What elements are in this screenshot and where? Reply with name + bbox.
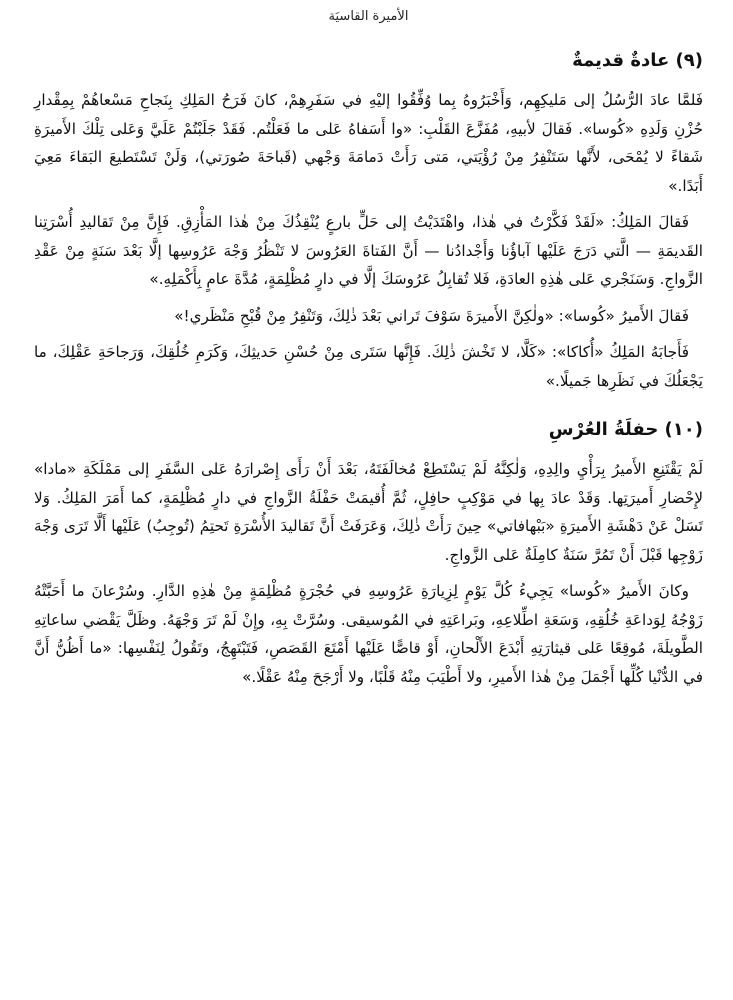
section-10: [34, 417, 703, 691]
running-header: الأميرة القاسيَة: [328, 9, 409, 24]
paragraph: فَلمَّا عادَ الرُّسُلُ إلى مَليكِهِم، وَأَخْبَرُوهُ بِما وُفِّقُوا إليْهِ في سَفَرِهِمْ، كانَ فَرَحُ المَلِكِ بِنَجاحِ مَسْعاهُمْ بِمِقْدارِ حُزْنِ وَلَدِهِ «كُوسا». فَقالَ لأبيهِ، مُفَزَّعَ القَلْبِ: «وا أَسَفاهُ عَلى ما فَعَلْتُم. فَقَدْ جَلَبْتُمْ عَلَيَّ وَعَلى تِلْكَ الأَميرَةِ شَقاءً لا يُمْحَى، لأَنَّها سَتَنْفِرُ مِنْ رُؤْيَتي، مَتى رَأَتْ دَمامَةَ وَجْهي (قَباحَةَ صُورَتي)، وَلَنْ تَسْتَطيعَ البَقاءَ مَعِيَ أَبَدًا.»: [34, 91, 703, 195]
paragraph: وكانَ الأَميرُ «كُوسا» يَجِيءُ كُلَّ يَوْمٍ لِزِيارَةِ عَرُوسِهِ في حُجْرَةٍ مُظْلِمَةٍ مِنْ هٰذِهِ الدَّارِ. وسُرْعانَ ما أَحَبَّتْهُ زَوْجُهُ لِوَداعَةِ خُلُقِهِ، وَسَعَةِ اطِّلاعِهِ، وبَراعَتِهِ في المُوسيقى. وسُرَّتْ بِهِ، وإِنْ لَمْ تَرَ وَجْهَهُ. وظَلَّ يَقْضي ساعاتِهِ الطَّويلَةَ، مُوقِعًا عَلى قيثارَتِهِ أَبْدَعَ الأَلْحانِ، أَوْ قاصًّا عَلَيْها أَمْتَعَ القَصَصِ، فَتَبْتَهِجُ، وتَقُولُ لِنَفْسِها: «ما أَظُنُّ أَنَّ في الدُّنْيا كُلِّها أَجْمَلَ مِنْ هٰذا الأَميرِ، ولا أَطْيَبَ مِنْهُ قَلْبًا، ولا أَرْجَحَ مِنْهُ عَقْلًا.»: [34, 582, 703, 686]
paragraph: فَأَجابَهُ المَلِكُ «أُكاكا»: «كَلَّا، لا تَخْشَ ذٰلِكَ. فَإِنَّها سَتَرى مِنْ حُسْنِ حَديثِكَ، وَكَرَمِ خُلُقِكَ، وَرَجاحَةِ عَقْلِكَ، ما يَجْعَلُكَ في نَظَرِها جَميلًا.»: [34, 343, 703, 390]
paragraph: فَقالَ المَلِكُ: «لَقَدْ فَكَّرْتُ في هٰذا، واهْتَدَيْتُ إلى حَلٍّ بارعٍ يُنْقِذُكَ مِنْ هٰذا المَأْزِقِ. فَإِنَّ مِنْ تَقاليدِ أُسْرَتِنا القَديمَةِ — الَّتي دَرَجَ عَلَيْها آباؤُنا وَأَجْدادُنا — أَنَّ الفَتاةَ العَرُوسَ لا تَنْظُرُ وَجْهَ عَرُوسِها إلَّا بَعْدَ سَنَةٍ مِنْ عَقْدِ الزَّواجِ. وَسَنَجْري عَلى هٰذِهِ العادَةِ، فَلا تُقابِلُ عَرُوسَكَ إلَّا في دارٍ مُظْلِمَةٍ، مُدَّةَ عامٍ بِأَكْمَلِهِ.»: [34, 213, 703, 288]
section-heading: (١٠) حفلَةُ العُرْسِ: [548, 419, 703, 440]
paragraph: فَقالَ الأَميرُ «كُوسا»: «ولٰكِنَّ الأَميرَةَ سَوْفَ تَراني بَعْدَ ذٰلِكَ، وَتَنْفِرُ مِنْ قُبْحِ مَنْظَري!»: [174, 306, 689, 325]
section-heading: (٩) عادةٌ قديمةٌ: [572, 50, 703, 71]
section-9: [34, 48, 703, 395]
paragraph: لَمْ يَقْتَنِعِ الأَميرُ بِرَأْيِ والِدِهِ، وَلٰكِنَّهُ لَمْ يَسْتَطِعْ مُخالَفَتَهُ، بَعْدَ أَنْ رَأَى إِصْرارَهُ عَلى السَّفَرِ إلى مَمْلَكَةِ «مادا» لإِحْضارِ أَميرَتِها. وَقَدْ عادَ بِها في مَوْكِبٍ حافِلٍ، ثُمَّ أُقيمَتْ حَفْلَةُ الزَّواجِ في دارٍ مُظْلِمَةٍ، كما أَمَرَ المَلِكُ. وَلا تَسَلْ عَنْ دَهْشَةِ الأَميرَةِ «بَبْهافاتي» حِينَ رَأَتْ ذٰلِكَ، وَعَرَفَتْ أَنَّ تَقاليدَ الأُسْرَةِ تَحتِمُ (تُوجِبُ) عَلَيْها أَلَّا تَرَى وَجْهَ زَوْجِها قَبْلَ أَنْ تَمُرَّ سَنَةٌ كامِلَةٌ عَلى الزَّواجِ.: [34, 460, 703, 564]
